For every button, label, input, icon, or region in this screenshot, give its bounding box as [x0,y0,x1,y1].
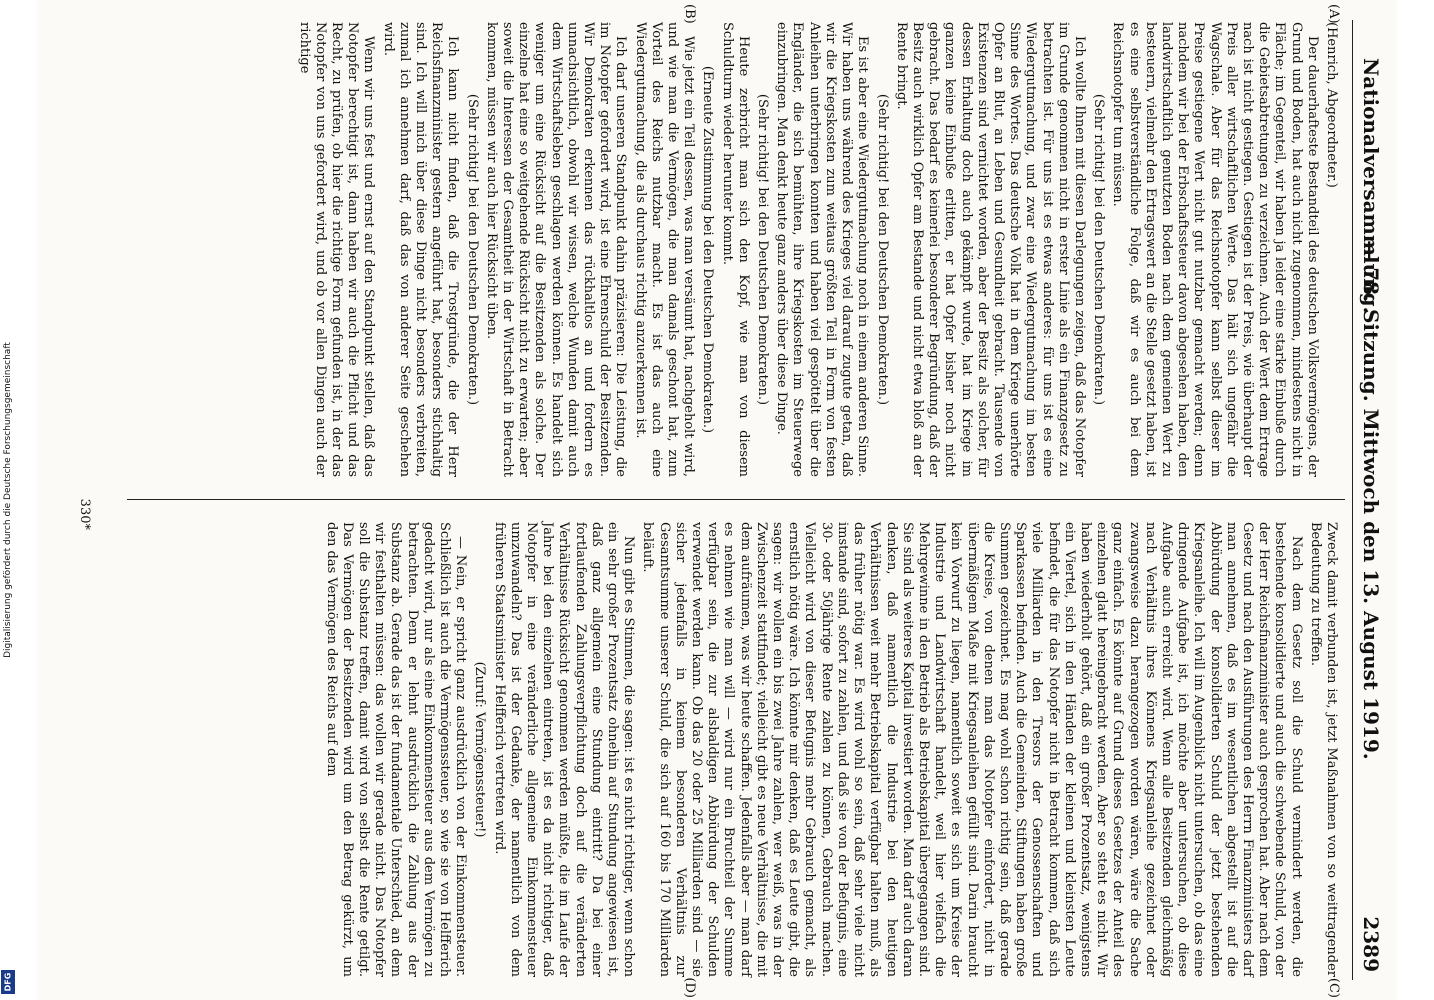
dfg-logo-text: DFG [3,972,13,992]
interjection: (Erneute Zustimmung bei den Deutschen Demokraten.) [700,65,716,434]
signature-mark: 330* [77,498,92,530]
interjection: (Zuruf: Vermögenssteuer!) [472,661,488,838]
paragraph: Ich darf unseren Standpunkt dahin präzisieren: Die Leistung, die im Notopfer gefordert wird, ist eine Ehrenschuld der Besitzenden. Wir Demokraten erkennen das rückhaltlos an und fordern es unnachsichtlich, obwohl wir wissen, welche Wunden damit auch dem Wirtschaftsleben geschlagen werden können. Es handelt sich weniger um eine Rücksicht auf die Besitzenden als solche. Der einzelne hat eine so weitgehende Rücksicht nicht zu erwarten; aber soweit die Interessen der Gesamtheit in der Wirtschaft in Betracht kommen, müssen wir auch hier Rücksicht üben. [483,22,629,477]
interjection: (Sehr richtig! bei den Deutschen Demokraten.) [1091,93,1107,406]
paragraph: Ich wollte Ihnen mit diesen Darlegungen zeigen, daß das Notopfer im Grunde genommen nicht in erster Linie als ein Finanzgesetz zu betrachten ist. Für uns ist es etwas anderes: für uns ist es eine Wiedergutmachung, und zwar eine Wiedergutmachung im besten Sinne des Wortes. Das deutsche Volk hat in dem Kriege unerhörte Opfer an Blut, an Leben und Gesundheit gebracht. Tausende von Existenzen sind vernichtet worden, aber der Besitz als solcher, für dessen Erhaltung doch auch gekämpft wurde, hat im Kriege im ganzen keine Einbuße erlitten, er hat Opfer bisher noch nicht gebracht. Das bedarf es keinerlei besonderer Begründung, daß der Besitz auch wirklich Opfer am Bestande und nicht etwa bloß an der Rente bringt. [893,22,1087,477]
left-column [107,22,1339,477]
header-left: Nationalversammlung. [1359,58,1383,314]
header-center: — 78. Sitzung. Mittwoch den 13. August 1919. [1359,240,1383,760]
margin-marker-d: (D) [682,977,697,998]
interjection: (Sehr richtig! bei den Deutschen Demokraten.) [464,93,480,406]
paragraph: Ich kann nicht finden, daß die Trostgründe, die der Herr Reichsfinanzminister gestern angeführt hat, besonders stichhaltig sind. Ich will mich über diese Dinge nicht besonders verbreiten, zumal ich annehmen darf, daß das von anderer Seite geschehen wird. [380,22,461,477]
speaker-line: (Henrich, Abgeordneter.) [1324,22,1339,188]
paragraph: Heute zerbricht man sich den Kopf, wie man von diesem Schuldturm wieder herunter kommt. [719,22,751,477]
interjection: (Sehr richtig! bei den Deutschen Demokraten.) [755,93,771,406]
header-rule [1352,20,1353,980]
paragraph: — Nein, er spricht ganz ausdrücklich von der Einkommensteuer. Schließlich ist auch die Vermögenssteuer, so wie sie von Helfferich gedacht wird, nur als eine Einkommensteuer aus dem Vermögen zu betrachten. Denn er lehnt ausdrücklich die Zahlung aus der Substanz ab. Gerade das ist der fundamentale Unterschied, an dem wir festhalten müssen: das wollen wir gerade nicht. Das Notopfer soll die Substanz treffen, damit wird von selbst die Rente getilgt. Das Vermögen der Besitzenden wird um den Betrag gekürzt, um den das Vermögen des Reichs auf dem [323,522,469,977]
paragraph: Zweck damit verbunden ist, jetzt Maßnahmen von so weittragender Bedeutung zu treffen. [1307,522,1339,977]
dfg-logo [1,970,15,994]
page-header [1351,18,1391,982]
paragraph: Es ist aber eine Wiedergutmachung noch in einem anderen Sinne. Wir haben uns während des Krieges viel darauf zugute getan, daß wir die Kriegskosten zum weitaus größten Teil in Form von festen Anleihen unterbringen konnten und haben viel gespöttelt über die Engländer, die sich bemühten, ihre Kriegskosten im Steuerwege einzubringen. Man denkt heute ganz anders über diese Dinge. [774,22,871,477]
credit-text: Digitalisierung gefördert durch die Deutsche Forschungsgemeinschaft [3,342,13,658]
right-column [107,522,1339,977]
margin-marker-c: (C) [1326,977,1341,998]
paragraph: Der dauerhafteste Bestandteil des deutschen Volksvermögens, der Grund und Boden, hat auch nicht zugenommen, mindestens nicht in Fläche; im Gegenteil, wir haben ja leider eine starke Einbuße durch die Gebietsabtretungen zu verzeichnen. Auch der Wert dem Ertrage nach ist nicht gestiegen. Gestiegen ist der Preis, wie überhaupt der Preis aller wirtschaftlichen Werte. Das hält sich ungefähr die Wagschale. Aber für das Reichsnotopfer kann selbst dieser im Preise gestiegene Wert nicht gut nutzbar gemacht werden; denn nachdem wir bei der Erbschaftssteuer davon abgesehen haben, den landwirtschaftlich genutzten Boden nach dem gemeinen Wert zu besteuern, vielmehr den Ertragswert an die Stelle gesetzt haben, ist es eine selbstverständliche Folge, daß wir es auch bei dem Reichsnotopfer tun müssen. [1110,22,1320,477]
scanned-page [37,0,1397,1000]
interjection: (Sehr richtig! bei den Deutschen Demokraten.) [874,93,890,406]
paragraph: Nach dem Gesetz soll die Schuld vermindert werden, die bestehende konsolidierte und auch die schwebende Schuld, von der der Herr Reichsfinanzminister auch gesprochen hat. Aber nach dem Gesetz und nach den Ausführungen des Herrn Finanzministers darf man annehmen, daß es im wesentlichen abgestellt ist auf die Abbürdung der konsolidierten Schuld der jetzt bestehenden Kriegsanleihe. Ich will im Augenblick nicht untersuchen, ob das eine dringende Aufgabe ist, ich möchte aber untersuchen, ob diese Aufgabe auch erreicht wird. Wenn alle Besitzenden gleichmäßig nach Verhältnis ihres Könnens Kriegsanleihe gezeichnet oder zwangsweise dazu herangezogen worden wären, wäre die Sache ganz einfach. Es könnte auf Grund dieses Gesetzes der Anteil des einzelnen glatt hereingebracht werden. Aber so steht es nicht. Wir haben wiederholt gehört, daß ein großer Prozentsatz, wenigstens ein Viertel, sich in den Händen der kleinen und kleinsten Leute befindet, die für das Notopfer nicht in Betracht kommen, daß sich viele Milliarden in den Tresors der Genossenschaften und Sparkassen befinden. Auch die Gemeinden, Stiftungen haben große Summen gezeichnet. Es mag wohl schon richtig sein, daß gerade die Kreise, von denen man das Notopfer einfordert, nicht in übermäßigem Maße mit Kriegsanleihen gefüllt sind. Darin braucht kein Vorwurf zu liegen, namentlich soweit es sich um Kreise der Industrie und Landwirtschaft handelt, weil hier vielfach die Mehrgewinne in den Betrieb als Betriebskapital übergegangen sind. Sie sind als weiteres Kapital investiert worden. Man darf auch daran denken, daß namentlich die Industrie bei den heutigen Verhältnissen weit mehr Betriebskapital verfügbar halten muß, als das früher nötig war. Es wird wohl so sein, daß sehr viele nicht imstande sind, sofort zu zahlen, und daß sie von der Befugnis, eine 30- oder 50jährige Rente zahlen zu können, Gebrauch machen. Vielleicht wird von dieser Befugnis mehr Gebrauch gemacht, als ernstlich nötig wäre. Ich könnte mir denken, daß es Leute gibt, die sagen: wir wollen ein bis zwei Jahre zahlen, wer weiß, was in der Zwischenzeit stattfindet; vielleicht gibt es neue Verhältnisse, die mit dem aufräumen, was wir heute schaffen. Jedenfalls aber — man darf es nehmen wie man will — wird nur ein Bruchteil der Summe verfügbar sein, die zur alsbaldigen Abbürdung der Schulden verwendet werden kann. Ob das 20 oder 25 Milliarden sind — sie sicher jedenfalls in keinem besonderen Verhältnis zur Gesamtsumme unserer Schuld, die sich auf 160 bis 170 Milliarden beläuft. [640,522,1304,977]
margin-marker-b: (B) [682,4,697,24]
page-number: 2389 [1359,916,1383,972]
paragraph: Wie jetzt ein Teil dessen, was man versäumt hat, nachgeholt wird, und wie man die Vermögen, die man damals geschont hat, zum Vorteil des Reichs nutzbar macht. Es ist das auch eine Wiedergutmachung, die als durchaus richtig anzuerkennen ist. [632,22,697,477]
paragraph: Wenn wir uns fest und ernst auf den Standpunkt stellen, daß das Notopfer berechtigt ist, dann haben wir auch die Pflicht und das Recht, zu prüfen, ob hier die richtige Form gefunden ist, in der das Notopfer von uns gefordert wird, und ob vor allen Dingen auch der richtige [296,22,377,477]
paragraph: Nun gibt es Stimmen, die sagen: ist es nicht richtiger, wenn schon ein sehr großer Prozentsatz ohnehin auf Stundung angewiesen ist, daß ganz allgemein eine Stundung eintritt? Da bei einer fortlaufenden Zahlungsverpflichtung doch auf die veränderten Verhältnisse Rücksicht genommen werden müßte, die im Laufe der Jahre bei den einzelnen eintreten, ist es da nicht richtiger, daß Notopfer in eine veränderliche allgemeine Einkommensteuer umzuwandeln? Das ist der Gedanke, der namentlich von dem früheren Staatsminister Helfferich vertreten wird. [491,522,637,977]
digitization-credit-strip [0,0,16,1000]
column-divider [127,499,1345,500]
margin-marker-a: (A) [1326,4,1341,24]
